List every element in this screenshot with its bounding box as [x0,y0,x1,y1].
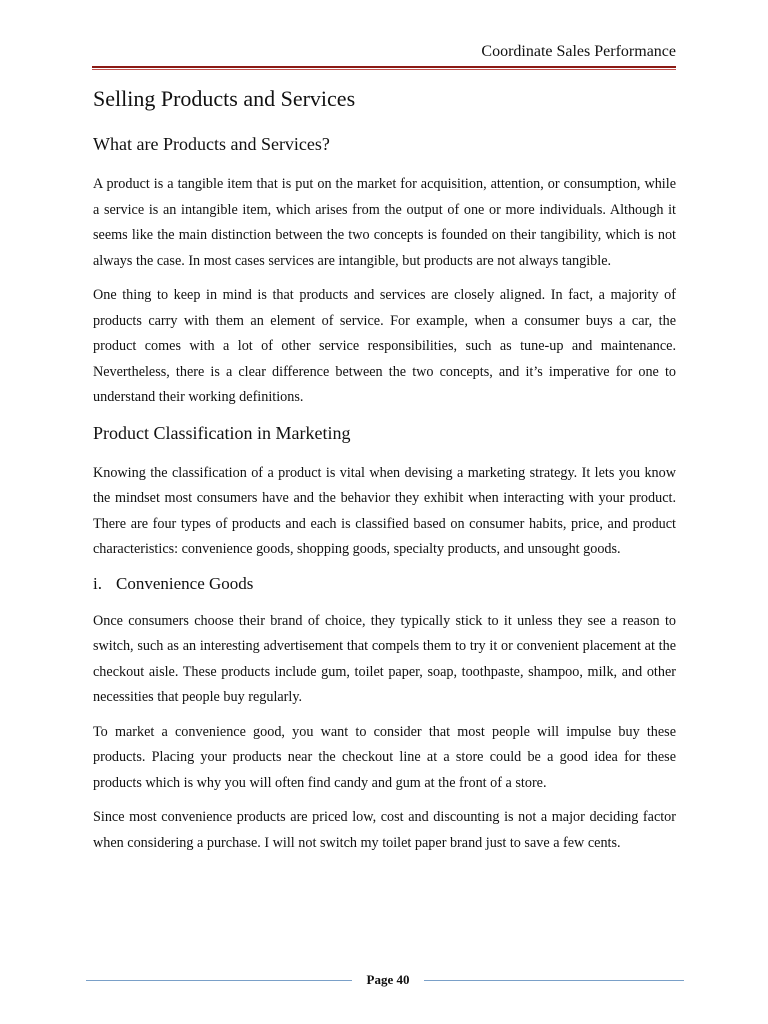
paragraph: Since most convenience products are priced low, cost and discounting is not a major deciding factor when considering a purchase. I will not switch my toilet paper brand just to save a few cents. [93,809,676,851]
footer-rule-left [86,980,352,981]
list-number: i. [93,573,102,593]
page-content [93,84,676,865]
header-rule-secondary [92,69,676,70]
list-heading-convenience-goods [93,573,676,595]
footer-rule-right [424,980,684,981]
paragraph: To market a convenience good, you want to consider that most people will impulse buy these products. Placing your products near the checkout line at a store could be a good idea for these products which is why you will often find candy and gum at the front of a store. [93,723,676,791]
header-rule [92,66,676,68]
page-number: Page 40 [366,972,410,987]
paragraph: A product is a tangible item that is put on the market for acquisition, attention, or consumption, while a service is an intangible item, which arises from the output of one or more individuals. Although it seems like the main distinction between the two concepts is founded on their tangibility, which is not always the case. In most cases services are intangible, but products are not always tangible. [93,176,676,269]
paragraph: One thing to keep in mind is that products and services are closely aligned. In fact, a majority of products carry with them an element of service. For example, when a consumer buys a car, the product comes with a lot of other service responsibilities, such as tune-up and maintenance. Nevertheless, there is a clear difference between the two concepts, and it’s imperative for one to understand their working definitions. [93,287,676,405]
section-title: Selling Products and Services [93,86,356,111]
subheading-products-services: What are Products and Services? [93,134,330,154]
running-header: Coordinate Sales Performance [481,43,676,60]
paragraph: Once consumers choose their brand of choice, they typically stick to it unless they see a reason to switch, such as an interesting advertisement that compels them to try it or convenient placement at the checkout aisle. These products include gum, toilet paper, soap, toothpaste, shampoo, milk, and other necessities that people buy regularly. [93,612,676,705]
list-heading-label: Convenience Goods [116,573,254,593]
subheading-product-classification: Product Classification in Marketing [93,422,351,443]
paragraph: Knowing the classification of a product is vital when devising a marketing strategy. It lets you know the mindset most consumers have and the behavior they exhibit when interacting with your product. There are four types of products and each is classified based on consumer habits, price, and product characteristics: convenience goods, shopping goods, specialty products, and unsought goods. [93,464,676,557]
